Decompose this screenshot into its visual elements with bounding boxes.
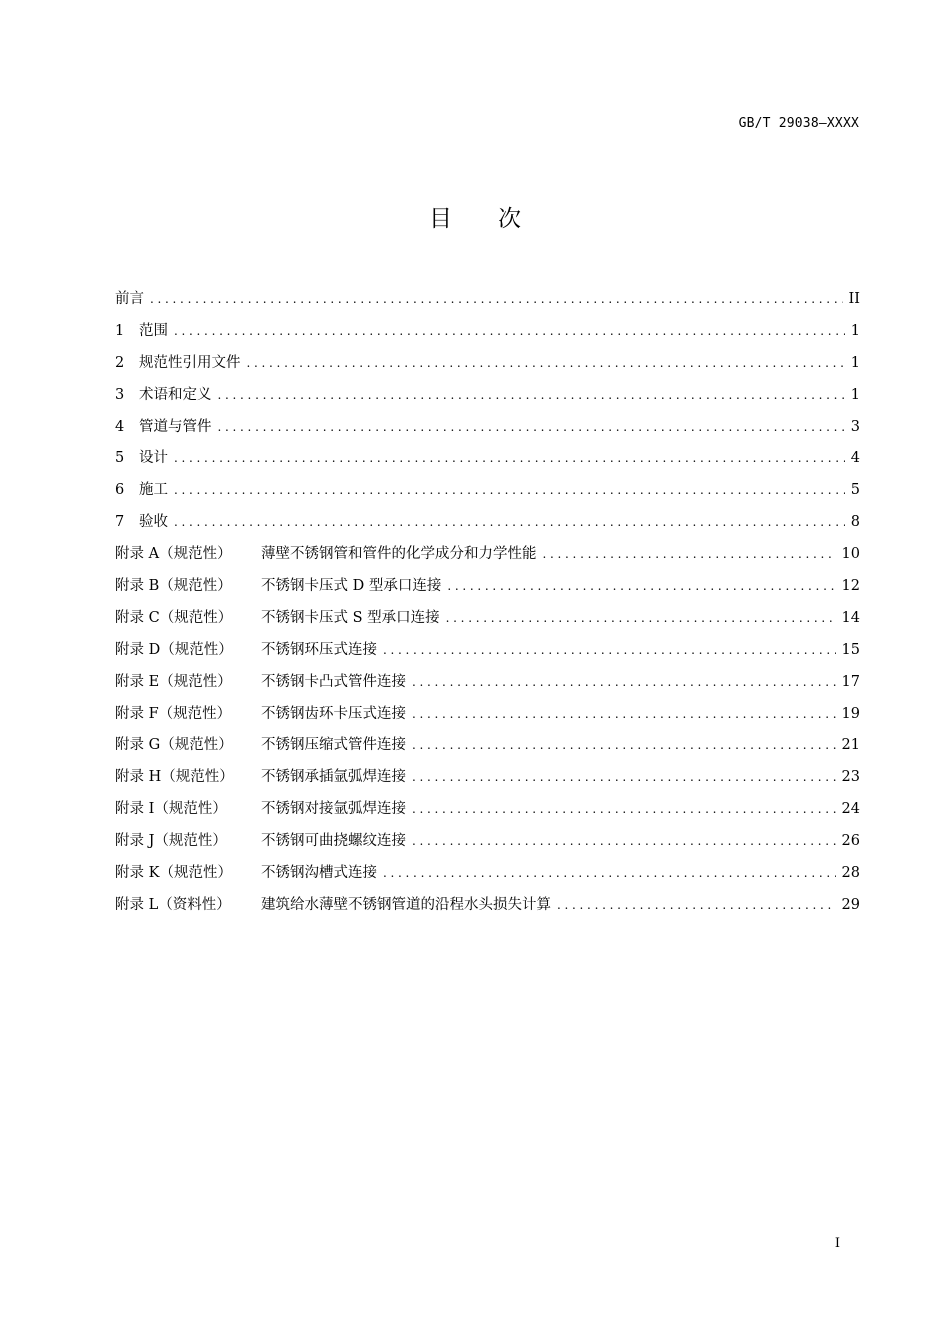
toc-entry-label [115,668,406,696]
toc-entry-label [115,285,144,313]
toc-entry-text: 术语和定义 [139,386,212,403]
toc-entry-label [115,317,168,345]
toc-entry-number: 7 [115,514,125,531]
toc-entry[interactable] [115,540,860,572]
toc-entry-appendix-prefix: 附录 D（规范性） [115,641,233,658]
toc-entry-number: 3 [115,386,125,403]
toc-entry-label [115,763,406,791]
toc-entry[interactable] [115,700,860,732]
toc-entry-page: 19 [841,705,860,722]
toc-entry-label [115,700,406,728]
toc-entry-label [115,891,551,919]
toc-entry-page: 4 [850,450,860,467]
toc-entry[interactable] [115,731,860,763]
toc-entry[interactable] [115,795,860,827]
toc-dot-leader [218,413,845,441]
toc-entry[interactable] [115,572,860,604]
toc-entry-page: 5 [850,482,860,499]
toc-dot-leader [412,763,836,791]
toc-entry-label [115,413,212,441]
toc-entry-appendix-prefix: 附录 B（规范性） [115,578,232,595]
toc-entry[interactable] [115,413,860,445]
toc-entry-page: 15 [841,641,860,658]
toc-dot-leader [174,476,845,504]
toc-entry-text: 管道与管件 [139,418,212,435]
toc-entry-label [115,731,406,759]
toc-dot-leader [412,700,836,728]
toc-entry-number: 6 [115,482,125,499]
toc-entry-text: 建筑给水薄壁不锈钢管道的沿程水头损失计算 [261,896,551,913]
toc-entry[interactable] [115,317,860,349]
toc-entry-label [115,508,168,536]
toc-dot-leader [412,731,836,759]
page-title: 目次 [429,206,567,232]
toc-entry-appendix-prefix: 附录 K（规范性） [115,865,232,882]
toc-entry-label [115,381,212,409]
toc-entry-text: 薄壁不锈钢管和管件的化学成分和力学性能 [261,546,537,563]
toc-entry-number: 5 [115,450,125,467]
toc-entry-page: 26 [841,833,860,850]
toc-entry-text: 不锈钢压缩式管件连接 [261,737,406,754]
toc-entry-appendix-prefix: 附录 I（规范性） [115,801,227,818]
toc-dot-leader [543,540,836,568]
page-number: I [834,1236,840,1251]
toc-entry-page: 3 [850,418,860,435]
toc-entry-page: 14 [841,609,860,626]
toc-entry-page: 21 [841,737,860,754]
toc-entry[interactable] [115,763,860,795]
toc-dot-leader [557,891,836,919]
toc-entry-label [115,859,377,887]
toc-dot-leader [150,285,843,313]
toc-entry-number: 1 [115,322,125,339]
toc-entry-page: 24 [841,801,860,818]
toc-entry-appendix-prefix: 附录 C（规范性） [115,609,233,626]
toc-entry-page: 23 [841,769,860,786]
toc-entry[interactable] [115,444,860,476]
toc-entry[interactable] [115,891,860,923]
toc-dot-leader [446,604,836,632]
toc-entry-appendix-prefix: 附录 L（资料性） [115,896,231,913]
toc-entry-page: 28 [841,865,860,882]
toc-entry-text: 不锈钢可曲挠螺纹连接 [261,833,406,850]
toc-entry[interactable] [115,349,860,381]
toc-entry-label [115,604,440,632]
toc-dot-leader [412,827,836,855]
toc-dot-leader [412,668,836,696]
toc-entry-text: 前言 [115,291,144,307]
toc-entry-text: 范围 [139,322,168,339]
toc-entry-label [115,636,377,664]
toc-entry-text: 不锈钢卡凸式管件连接 [261,673,406,690]
toc-entry-label [115,444,168,472]
toc-entry-text: 不锈钢齿环卡压式连接 [261,705,406,722]
toc-dot-leader [174,508,845,536]
toc-entry-page: 1 [850,322,860,339]
toc-dot-leader [174,317,845,345]
toc-dot-leader [218,381,845,409]
toc-entry-text: 施工 [139,482,168,499]
toc-dot-leader [412,795,836,823]
toc-entry-label [115,827,406,855]
toc-entry[interactable] [115,508,860,540]
toc-entry-appendix-prefix: 附录 H（规范性） [115,769,234,786]
document-code: GB/T 29038—XXXX [738,116,859,131]
toc-entry-text: 规范性引用文件 [139,354,241,371]
toc-entry[interactable] [115,476,860,508]
toc-entry-appendix-prefix: 附录 J（规范性） [115,833,227,850]
toc-entry[interactable] [115,859,860,891]
toc-entry-number: 2 [115,354,125,371]
toc-entry-label [115,795,406,823]
toc-entry-text: 设计 [139,450,168,467]
toc-entry-page: 8 [850,514,860,531]
toc-entry-text: 验收 [139,514,168,531]
toc-entry-text: 不锈钢对接氩弧焊连接 [261,801,406,818]
toc-entry[interactable] [115,381,860,413]
toc-entry-page: 17 [841,673,860,690]
toc-entry[interactable] [115,604,860,636]
toc-entry-label [115,572,441,600]
toc-dot-leader [383,859,836,887]
toc-entry-text: 不锈钢卡压式 D 型承口连接 [261,578,442,595]
toc-entry-appendix-prefix: 附录 F（规范性） [115,705,232,722]
toc-dot-leader [383,636,836,664]
toc-entry-page: 1 [850,354,860,371]
toc-entry-page: 10 [841,546,860,563]
toc-entry-label [115,349,241,377]
toc-dot-leader [247,349,845,377]
toc-entry-page: 29 [841,896,860,913]
toc-entry-page: II [848,291,860,307]
toc-entry-text: 不锈钢沟槽式连接 [261,865,377,882]
toc-entry-page: 12 [841,578,860,595]
toc-entry-appendix-prefix: 附录 G（规范性） [115,737,233,754]
toc-entry-number: 4 [115,418,125,435]
toc-entry-page: 1 [850,386,860,403]
toc-entry-text: 不锈钢承插氩弧焊连接 [261,769,406,786]
toc-dot-leader [174,444,845,472]
toc-entry-label [115,476,168,504]
toc-entry[interactable] [115,827,860,859]
table-of-contents [115,285,860,923]
toc-entry[interactable] [115,285,860,317]
toc-entry-text: 不锈钢卡压式 S 型承口连接 [261,609,440,626]
toc-dot-leader [447,572,835,600]
toc-entry-appendix-prefix: 附录 E（规范性） [115,673,232,690]
toc-entry[interactable] [115,668,860,700]
toc-entry[interactable] [115,636,860,668]
toc-entry-text: 不锈钢环压式连接 [261,641,377,658]
toc-entry-appendix-prefix: 附录 A（规范性） [115,546,232,563]
toc-entry-label [115,540,537,568]
